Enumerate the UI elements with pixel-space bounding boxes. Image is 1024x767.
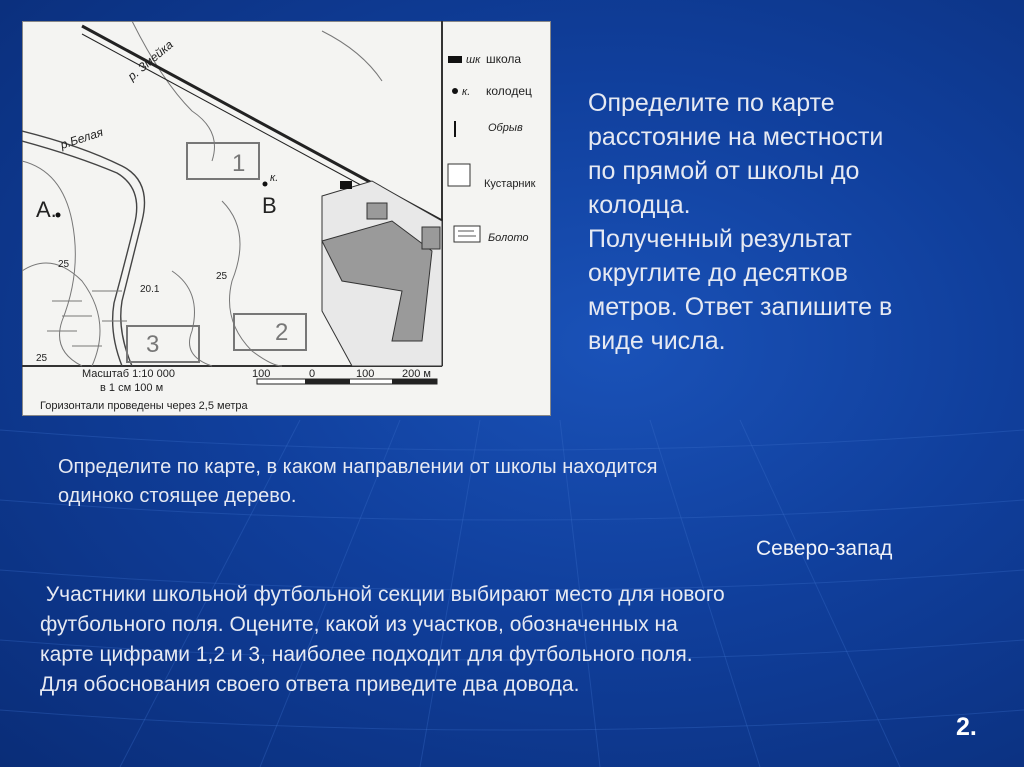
question-1-line: метров. Ответ запишите в — [588, 293, 893, 321]
elevation-label: 20.1 — [140, 284, 160, 295]
answer-2-text: Северо-запад — [756, 537, 893, 560]
legend-well: колодец — [486, 84, 532, 98]
point-a-label: А. — [36, 197, 57, 222]
question-3-line: Участники школьной футбольной секции выбирают место для нового — [40, 583, 725, 606]
question-1-line: колодца. — [588, 191, 691, 219]
legend-school: школа — [486, 52, 522, 66]
scale-tick-1: 100 — [252, 368, 271, 380]
plot-3-label: 3 — [146, 331, 160, 358]
question-2-line: Определите по карте, в каком направлении от школы находится — [58, 456, 658, 478]
scale-contours-note: Горизонтали проведены через 2,5 метра — [40, 400, 248, 412]
map-drawing — [22, 21, 551, 416]
plot-2-label: 2 — [275, 319, 289, 346]
legend-well-abbr: к. — [462, 86, 471, 98]
plot-1-label: 1 — [232, 150, 246, 177]
question-3-line: карте цифрами 1,2 и 3, наиболее подходит для футбольного поля. — [40, 643, 693, 666]
scale-ratio: в 1 см 100 м — [100, 382, 164, 394]
question-1-line: расстояние на местности — [588, 123, 884, 151]
legend-swamp: Болото — [488, 232, 529, 244]
river-zmeika-label: р. Змейка — [124, 37, 176, 84]
question-2-text — [58, 453, 978, 511]
scale-title: Масштаб 1:10 000 — [82, 368, 175, 380]
question-1-line: округлите до десятков — [588, 259, 848, 287]
question-3-line: футбольного поля. Оцените, какой из участков, обозначенных на — [40, 613, 678, 636]
legend-cliff: Обрыв — [488, 122, 523, 134]
contour-label-1: 25 — [58, 259, 70, 270]
contour-label-2: 25 — [216, 271, 228, 282]
topographic-map — [22, 21, 551, 416]
legend-shrub: Кустарник — [484, 178, 536, 190]
well-marker — [263, 182, 268, 187]
contour-label-3: 25 — [36, 353, 48, 364]
slide-number: 2. — [956, 713, 977, 741]
question-1-line: по прямой от школы до — [588, 157, 860, 185]
question-3-line: Для обоснования своего ответа приведите два довода. — [40, 673, 580, 696]
question-1-text — [588, 86, 1008, 358]
well-label: к. — [270, 172, 279, 184]
map-frame — [23, 22, 551, 416]
question-1-line: виде числа. — [588, 327, 726, 355]
legend-school-abbr: шк — [466, 54, 481, 66]
question-3-text — [40, 580, 1000, 700]
river-belaya-label: р.Белая — [58, 124, 105, 152]
point-b-label: В — [262, 193, 277, 218]
scale-tick-3: 100 — [356, 368, 375, 380]
question-1-line: Определите по карте — [588, 89, 835, 117]
scale-tick-4: 200 м — [402, 368, 431, 380]
scale-tick-2: 0 — [309, 368, 316, 380]
question-1-line: Полученный результат — [588, 225, 852, 253]
question-2-line: одиноко стоящее дерево. — [58, 485, 297, 507]
